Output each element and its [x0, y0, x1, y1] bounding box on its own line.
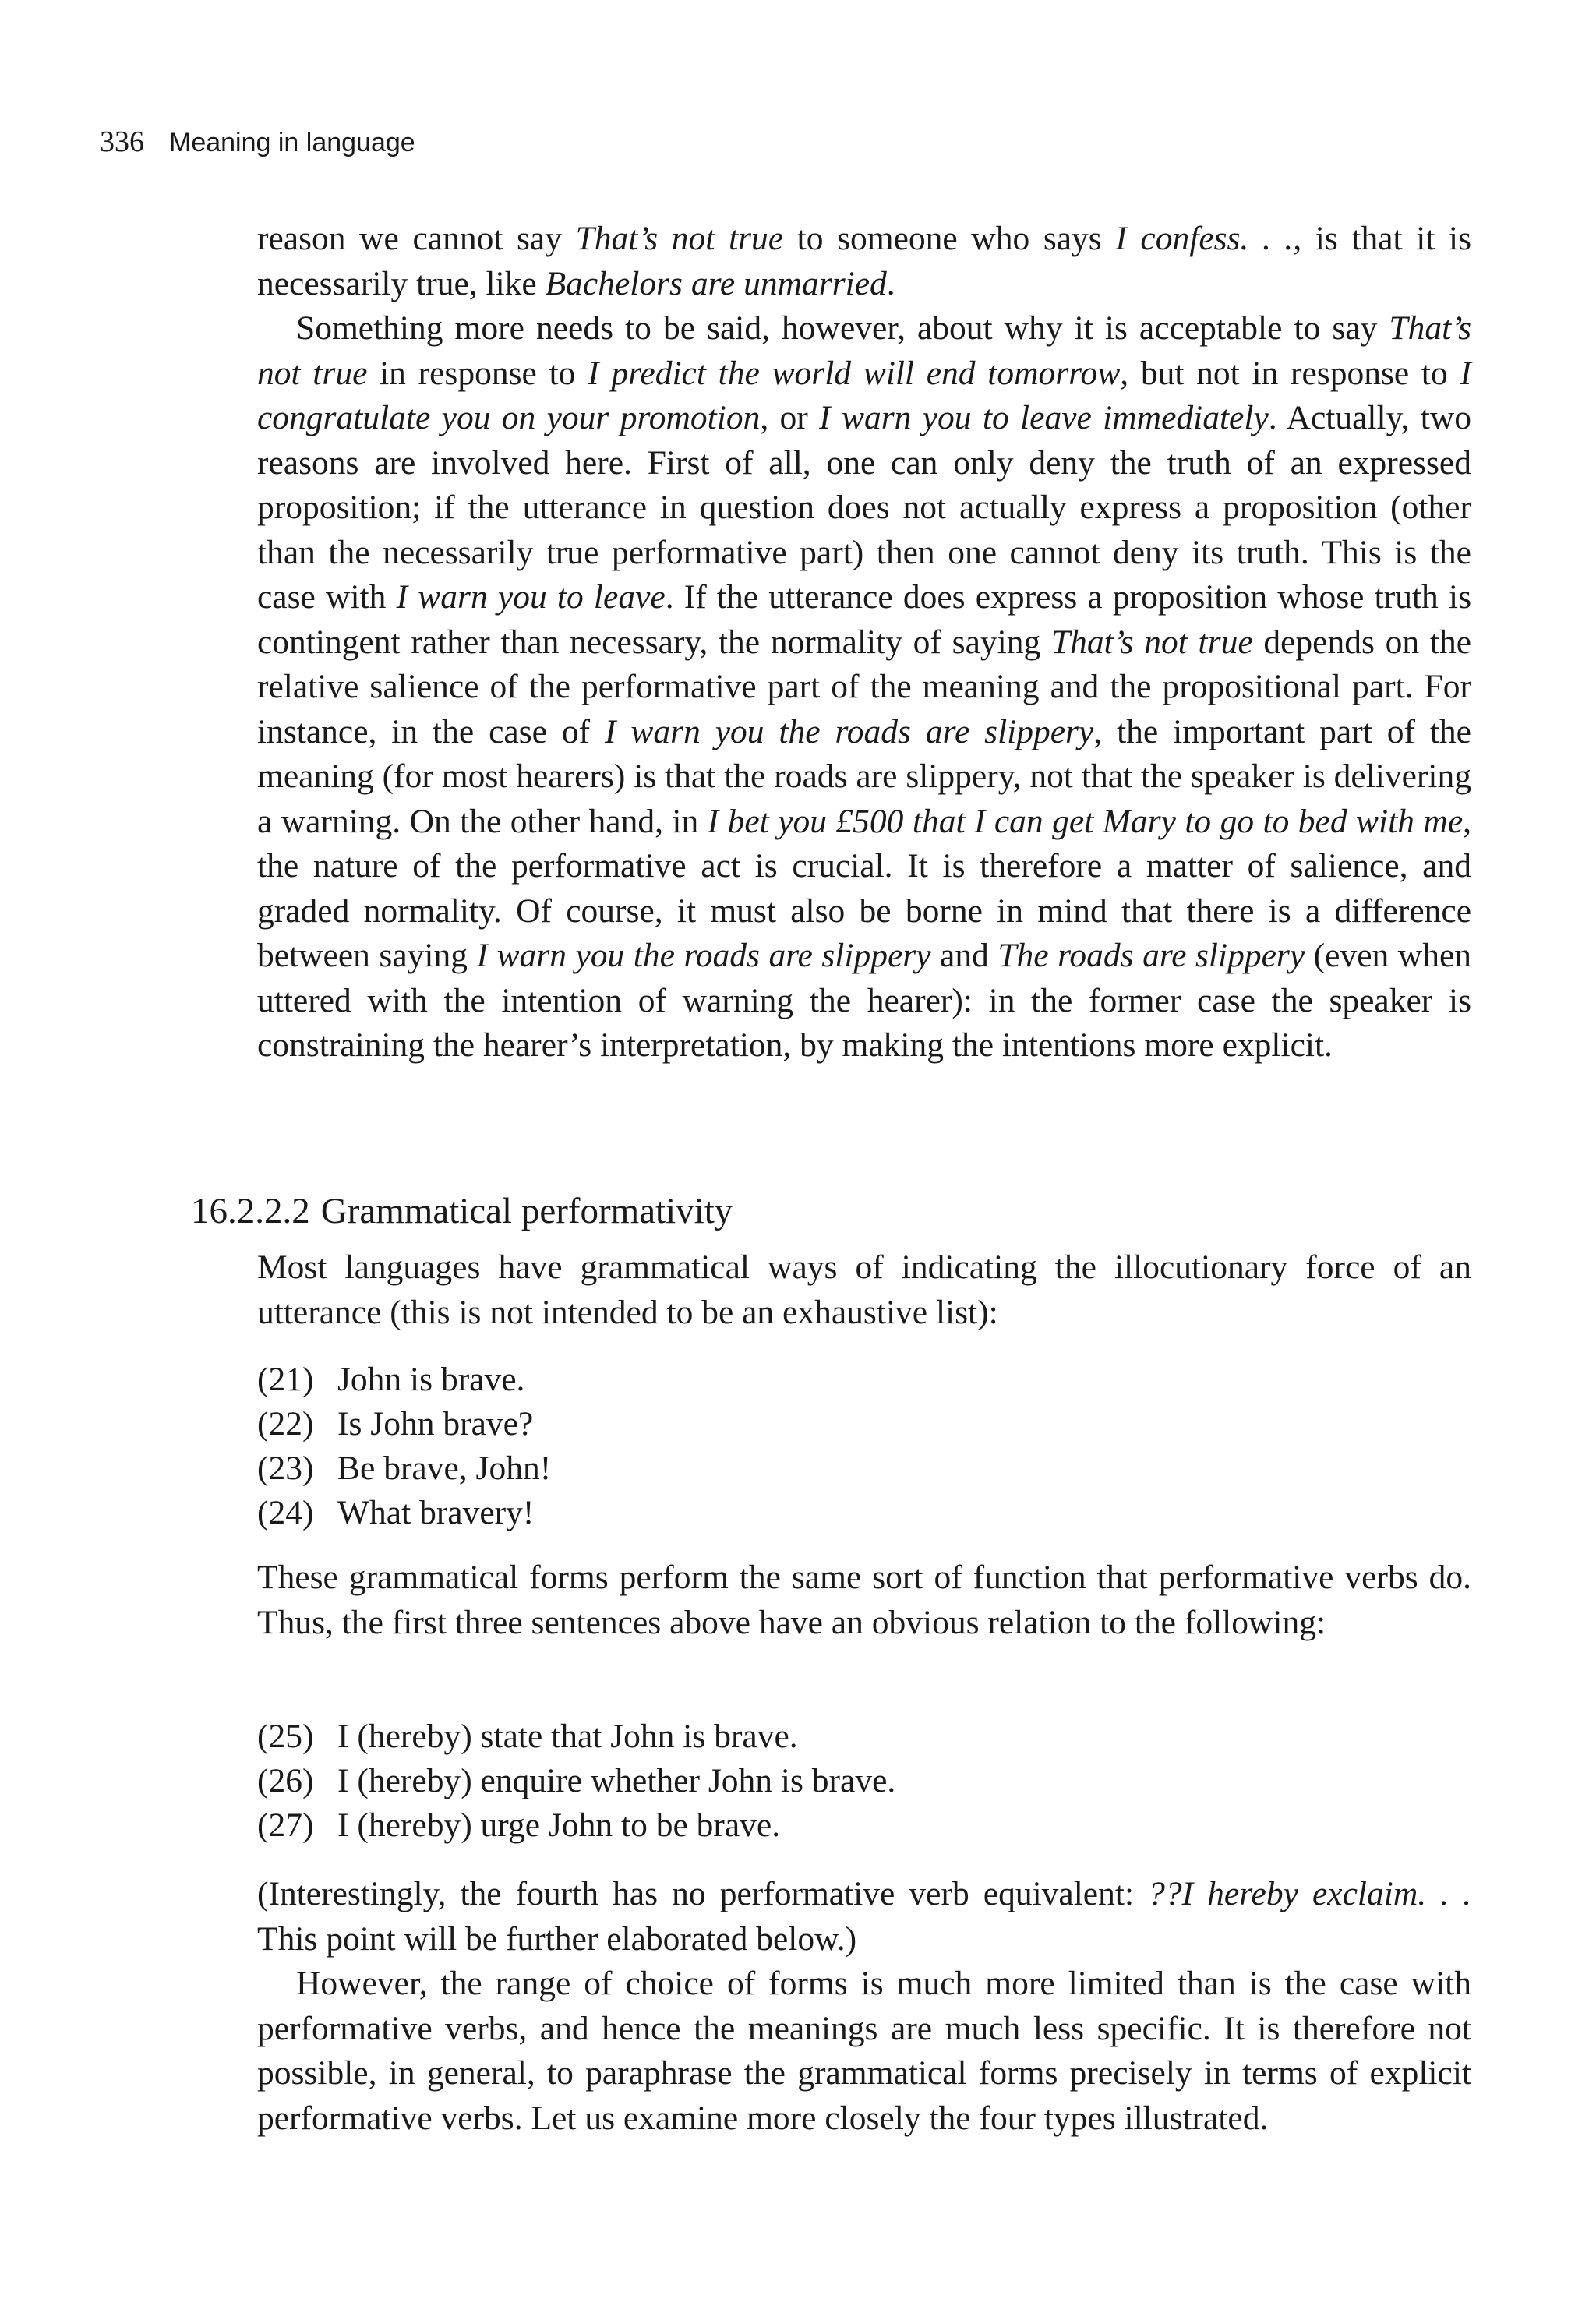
- italic-example: ??I hereby exclaim. . .: [1148, 1875, 1472, 1912]
- italic-example: I warn you the roads are slippery: [604, 712, 1094, 750]
- section-number: 16.2.2.2: [191, 1191, 310, 1231]
- text-run: to someone who says: [783, 220, 1116, 257]
- italic-example: I warn you to leave immediately: [819, 399, 1269, 436]
- example-item: [257, 1759, 895, 1803]
- section-title: Grammatical performativity: [320, 1191, 733, 1231]
- italic-example: I congratulate you on your promotion: [257, 354, 1471, 436]
- text-run: , is that it is necessarily true, like: [257, 220, 1472, 302]
- text-run: reason we cannot say: [257, 220, 576, 257]
- example-number: (21): [257, 1361, 314, 1398]
- text-run: , the important part of the meaning (for most hearers) is that the roads are slippery, not that the speaker is delivering a warning. On the other hand, in: [257, 712, 1471, 840]
- text-run: This point will be further elaborated below.): [257, 1919, 857, 1958]
- example-number: (23): [257, 1450, 314, 1487]
- running-title: Meaning in language: [169, 128, 415, 157]
- section-intro: [257, 1245, 1471, 1335]
- page-number: 336: [100, 125, 144, 158]
- example-number: (27): [257, 1806, 314, 1844]
- text-run: in response to: [367, 354, 588, 392]
- text-run: . If the utterance does express a proposition whose truth is contingent rather than necessary, the normality of saying: [257, 578, 1471, 661]
- example-list-2: [257, 1715, 895, 1848]
- text-run: depends on the relative salience of the performative part of the meaning and the propositional part. For instance, in the case of: [257, 623, 1471, 750]
- text-run: (even when uttered with the intention of warning the hearer): in the former case the speaker is constraining the hearer’s interpretation, by making the intentions more explicit.: [257, 937, 1472, 1064]
- italic-example: That’s not true: [257, 309, 1471, 392]
- italic-example: That’s not true: [1050, 623, 1253, 661]
- example-item: [257, 1715, 895, 1759]
- example-text: I (hereby) enquire whether John is brave.: [337, 1762, 896, 1799]
- example-item: [257, 1491, 551, 1535]
- paragraph-3: Most languages have grammatical ways of indicating the illocutionary force of an utterance (this is not intended to be an exhaustive list):: [257, 1248, 1471, 1331]
- italic-example: I warn you the roads are slippery: [476, 937, 931, 974]
- text-run: , or: [760, 399, 820, 436]
- example-text: John is brave.: [337, 1361, 525, 1398]
- example-number: (22): [257, 1405, 314, 1443]
- text-run: . Actually, two reasons are involved here. First of all, one can only deny the truth of an expressed proposition; if the utterance in question does not actually express a proposition (other than the necessarily true performative part) then one cannot deny its truth. This is the case with: [257, 399, 1471, 616]
- italic-example: I warn you to leave: [396, 578, 666, 616]
- example-item: [257, 1358, 551, 1402]
- example-item: [257, 1402, 551, 1446]
- example-item: [257, 1446, 551, 1491]
- italic-example: That’s not true: [575, 220, 784, 257]
- paragraph-1: [257, 217, 1471, 306]
- text-run: .: [886, 264, 895, 302]
- example-text: Is John brave?: [337, 1405, 534, 1443]
- italic-example: The roads are slippery: [998, 937, 1305, 974]
- paragraph-6: However, the range of choice of forms is much more limited than is the case with performative verbs, and hence the meanings are much less specific. It is therefore not possible, in general, to paraphrase the grammatical forms precisely in terms of explicit performative verbs. Let us examine more closely the four types illustrated.: [257, 1965, 1471, 2137]
- text-run: , but not in response to: [1120, 354, 1460, 392]
- body-text-top: [257, 217, 1471, 1068]
- example-number: (25): [257, 1718, 314, 1755]
- example-text: Be brave, John!: [337, 1450, 552, 1487]
- paragraph-4: These grammatical forms perform the same sort of function that performative verbs do. Thus, the first three sentences above have an obvious relation to the following:: [257, 1559, 1471, 1641]
- example-number: (24): [257, 1494, 314, 1531]
- italic-example: Bachelors are unmarried: [545, 264, 887, 302]
- paragraph-2: [257, 306, 1471, 1068]
- italic-example: I predict the world will end tomorrow: [588, 354, 1121, 392]
- section-heading: [191, 1189, 733, 1233]
- text-run: and: [930, 937, 998, 974]
- transition-paragraph: [257, 1556, 1471, 1645]
- example-text: I (hereby) state that John is brave.: [337, 1718, 798, 1755]
- text-run: (Interestingly, the fourth has no performative verb equivalent:: [257, 1875, 1149, 1912]
- body-text-bottom: [257, 1872, 1471, 2141]
- example-item: [257, 1803, 895, 1848]
- italic-example: I bet you £500 that I can get Mary to go to bed with me: [707, 802, 1464, 840]
- example-text: I (hereby) urge John to be brave.: [337, 1806, 781, 1844]
- running-header: [100, 126, 415, 158]
- example-text: What bravery!: [337, 1494, 535, 1531]
- italic-example: I confess. . .: [1115, 220, 1294, 257]
- example-list-1: [257, 1358, 551, 1535]
- text-run: Something more needs to be said, however, about why it is acceptable to say: [296, 309, 1389, 347]
- example-number: (26): [257, 1762, 314, 1799]
- text-run: , the nature of the performative act is crucial. It is therefore a matter of salience, and graded normality. Of course, it must also be borne in mind that there is a difference between saying: [257, 802, 1472, 974]
- paragraph-5: [257, 1872, 1471, 1962]
